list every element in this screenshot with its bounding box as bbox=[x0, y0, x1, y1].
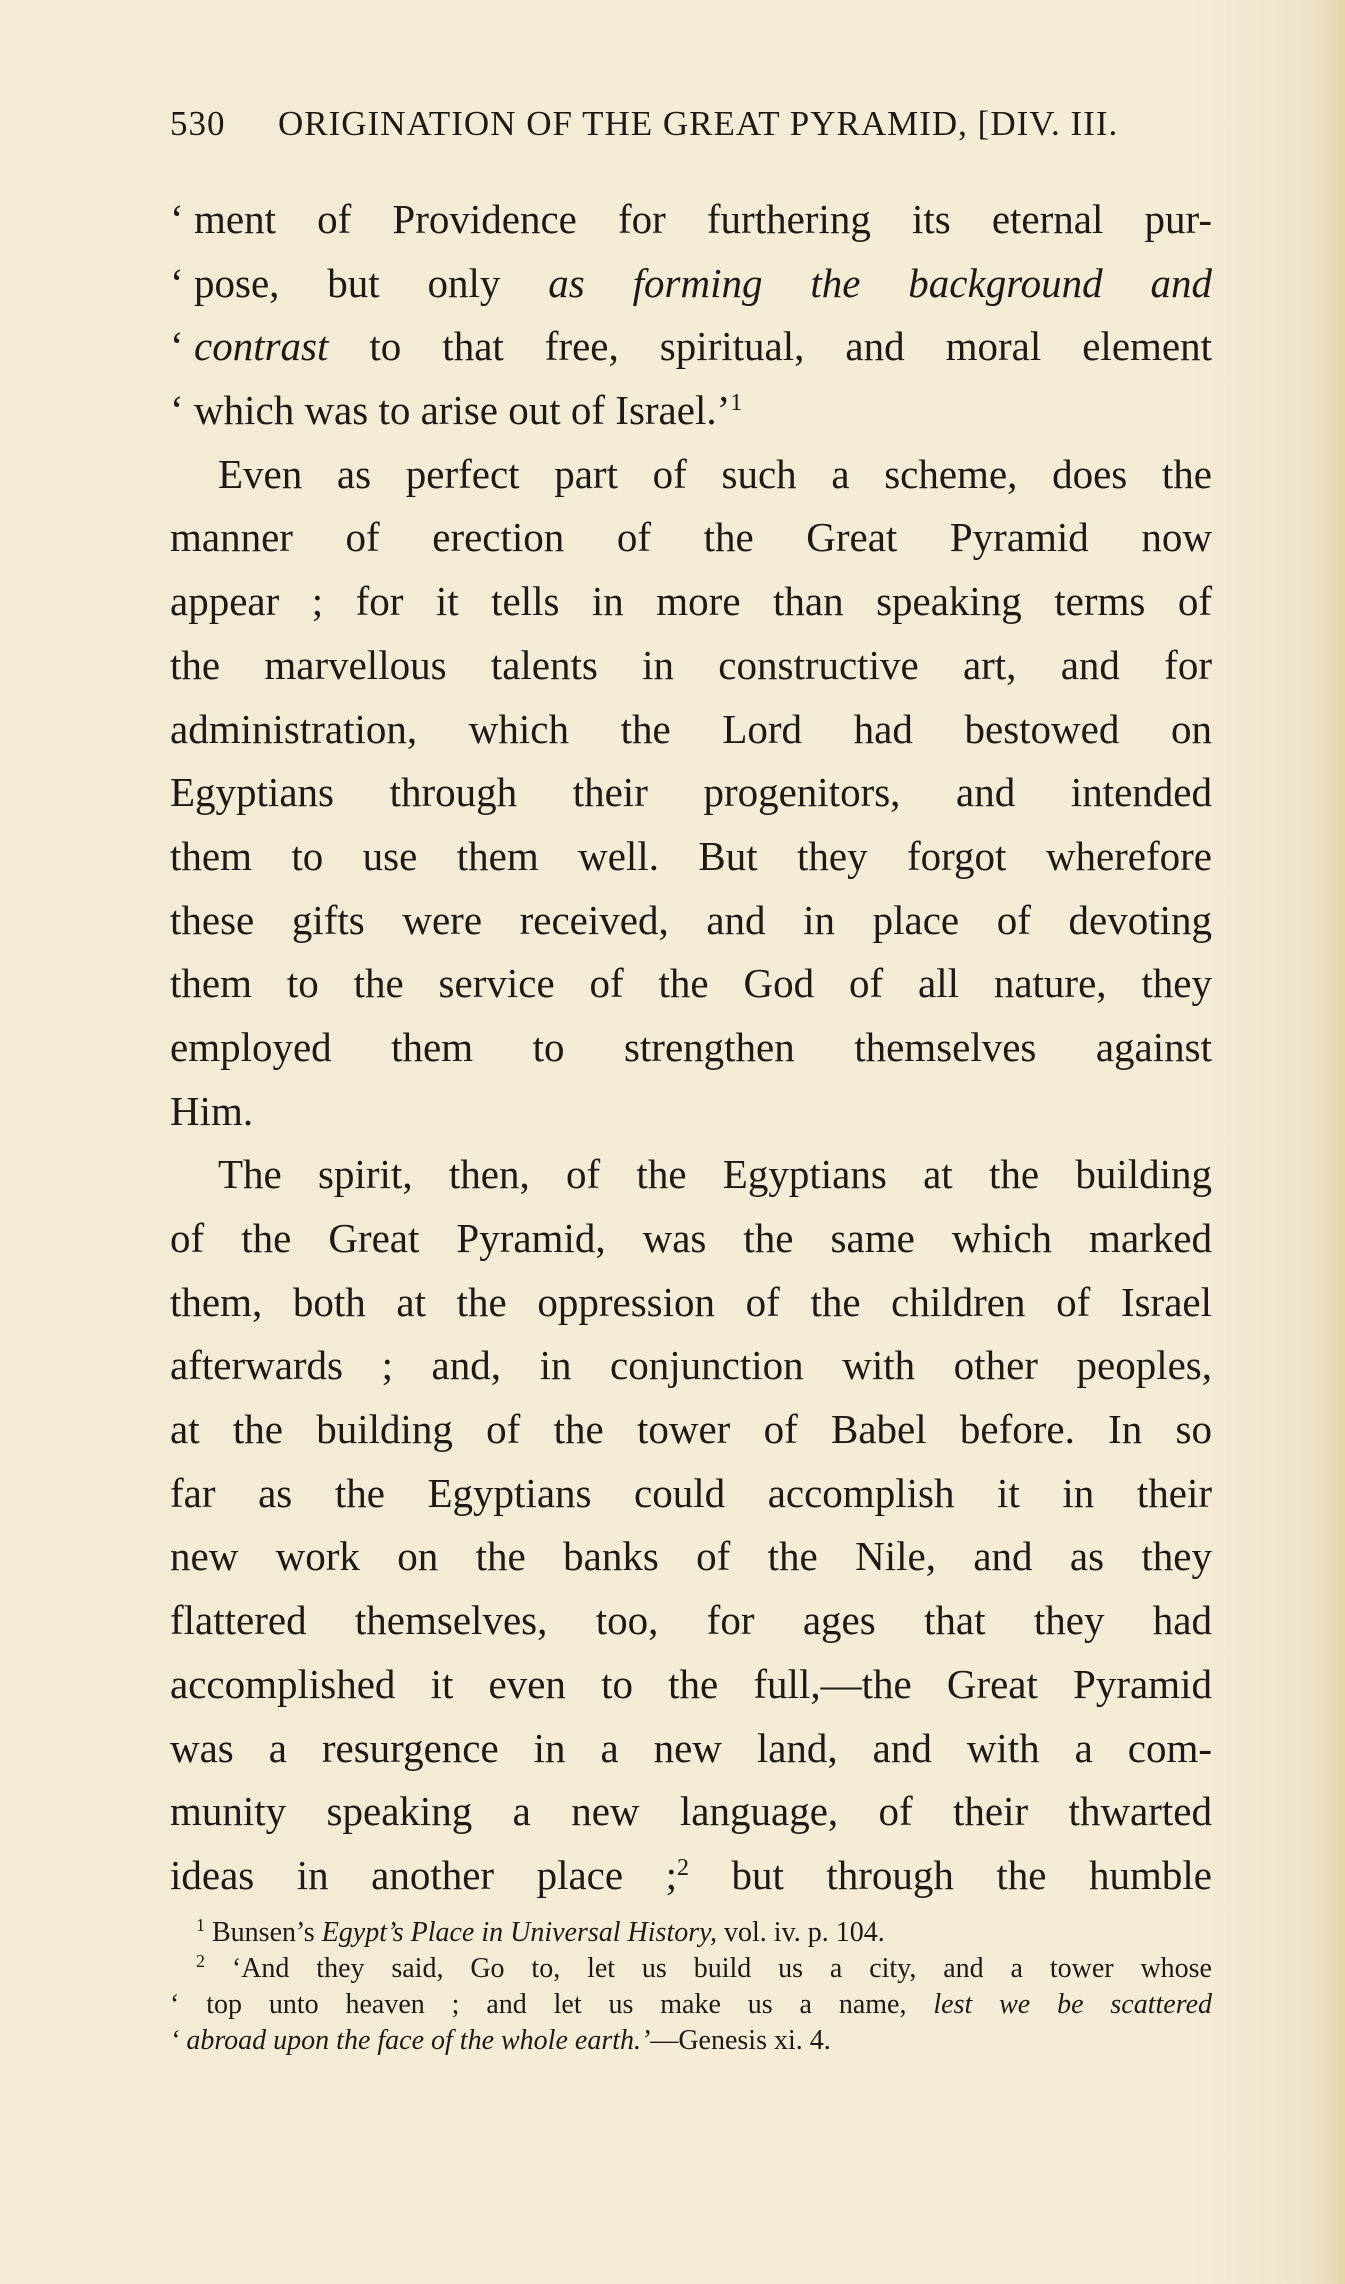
page-edge-shadow bbox=[1323, 0, 1345, 2284]
italic-title: Egypt’s Place in Universal History, bbox=[321, 1917, 718, 1948]
text-line: Egyptians through their progenitors, and intended bbox=[170, 769, 1212, 816]
italic-phrase: ‘ abroad upon the face of the whole earth.’ bbox=[170, 2025, 651, 2056]
text-line: ‘ pose, but only as forming the background and bbox=[170, 252, 1212, 316]
text-line: them to use them well. But they forgot wherefore bbox=[170, 832, 1212, 879]
text-line: new work on the banks of the Nile, and as they bbox=[170, 1533, 1212, 1580]
page-number: 530 bbox=[170, 104, 226, 143]
paragraph-first-line: The spirit, then, of the Egyptians at the building bbox=[218, 1151, 1212, 1198]
quote-mark: ‘ bbox=[170, 387, 184, 434]
text-line: ‘ which was to arise out of Israel.’$^1$ bbox=[170, 379, 1212, 443]
running-title: ORIGINATION OF THE GREAT PYRAMID, [DIV. III. bbox=[278, 104, 1119, 143]
text-line: employed them to strengthen themselves against bbox=[170, 1023, 1212, 1070]
text-line: manner of erection of the Great Pyramid now bbox=[170, 514, 1212, 561]
italic-phrase: contrast bbox=[194, 323, 329, 370]
paragraph-first-line: Even as perfect part of such a scheme, does the bbox=[218, 450, 1212, 497]
text-line: was a resurgence in a new land, and with a com- bbox=[170, 1724, 1212, 1771]
text-line: accomplished it even to the full,—the Great Pyramid bbox=[170, 1660, 1212, 1707]
text-line: at the building of the tower of Babel before. In so bbox=[170, 1406, 1212, 1453]
text-line: Him. bbox=[170, 1087, 254, 1134]
footnote-number: 2 bbox=[196, 1951, 205, 1971]
italic-phrase: as forming the background and bbox=[548, 259, 1212, 306]
text-line: munity speaking a new language, of their thwarted bbox=[170, 1788, 1212, 1835]
text-line: afterwards ; and, in conjunction with other peoples, bbox=[170, 1342, 1212, 1389]
text-line: them, both at the oppression of the children of Israel bbox=[170, 1278, 1212, 1325]
body-text bbox=[170, 188, 1212, 1908]
text-line: appear ; for it tells in more than speaking terms of bbox=[170, 578, 1212, 625]
footnote-2-line-3: ‘ abroad upon the face of the whole earth.’—Genesis xi. 4. bbox=[170, 2025, 831, 2056]
footnote-2-line-2: ‘ top unto heaven ; and let us make us a name, lest we be scattered bbox=[170, 1989, 1212, 2020]
quote-mark: ‘ bbox=[170, 323, 184, 370]
footnote-1: $^1$ Bunsen’s Egypt’s Place in Universal History, vol. iv. p. 104. bbox=[196, 1915, 885, 1948]
text-line: ‘ contrast to that free, spiritual, and moral element bbox=[170, 315, 1212, 379]
footnotes bbox=[170, 1915, 1212, 2059]
text-line: far as the Egyptians could accomplish it in their bbox=[170, 1469, 1212, 1516]
text-line: the marvellous talents in constructive art, and for bbox=[170, 641, 1212, 688]
footnote-ref: 2 bbox=[676, 1854, 689, 1881]
quote-mark: ‘ bbox=[170, 196, 184, 242]
text-line: flattered themselves, too, for ages that they had bbox=[170, 1597, 1212, 1644]
footnote-2-line-1: $^2$ ‘And they said, Go to, let us build us a city, and a tower whose bbox=[196, 1951, 1212, 1984]
running-header bbox=[170, 96, 1210, 156]
text-line: ideas in another place ;$^2$ but through the humble bbox=[170, 1851, 1212, 1898]
text-line: these gifts were received, and in place of devoting bbox=[170, 896, 1212, 943]
text-line: administration, which the Lord had bestowed on bbox=[170, 705, 1212, 752]
text-line: them to the service of the God of all nature, they bbox=[170, 960, 1212, 1007]
text-line: ‘ ment of Providence for furthering its eternal pur- bbox=[170, 188, 1212, 252]
italic-phrase: lest we be scattered bbox=[933, 1989, 1212, 2020]
quote-mark: ‘ bbox=[170, 259, 184, 306]
text-line: of the Great Pyramid, was the same which marked bbox=[170, 1215, 1212, 1261]
footnote-number: 1 bbox=[196, 1915, 205, 1935]
footnote-ref: 1 bbox=[730, 390, 743, 417]
